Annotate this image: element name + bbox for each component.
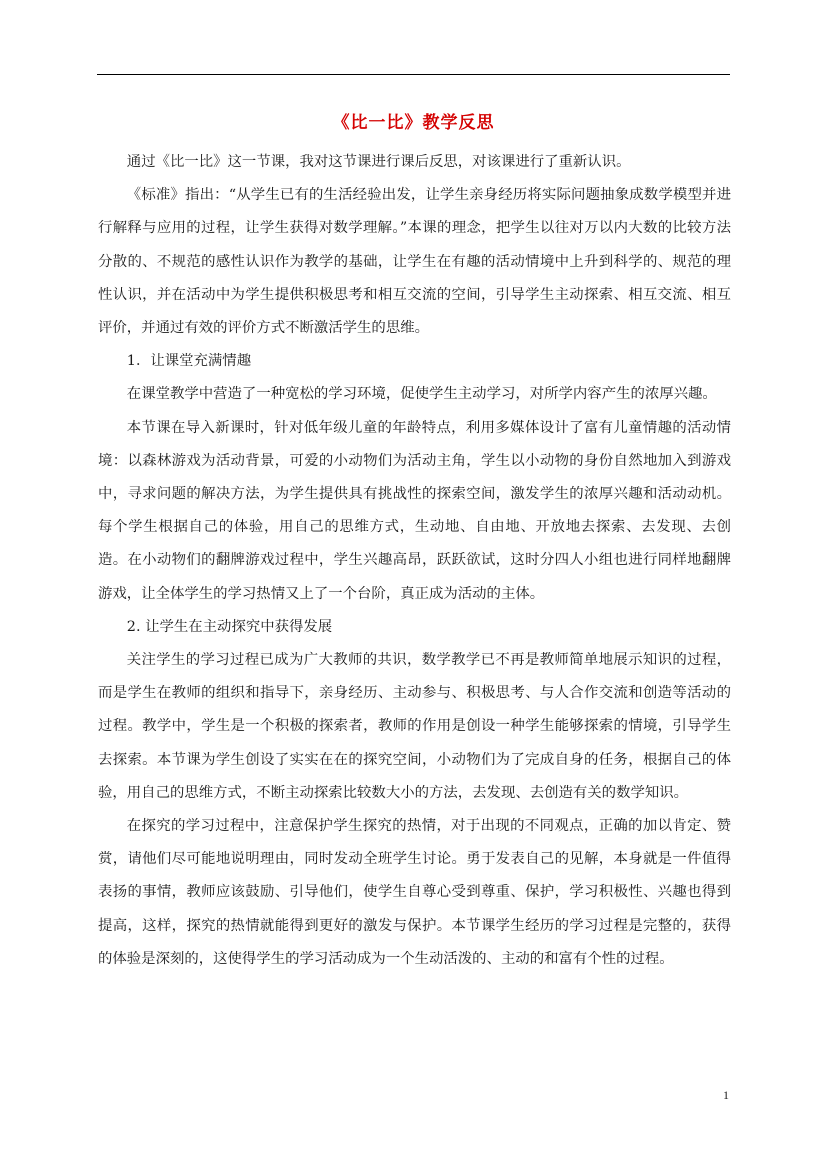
paragraph-intro-game: 本节课在导入新课时，针对低年级儿童的年龄特点，利用多媒体设计了富有儿童情趣的活动情境：以森林游戏为活动背景，可爱的小动物们为活动主角，学生以小动物的身份自然地加入到游戏中，寻求问题的解决方法，为学生提供具有挑战性的探索空间，激发学生的浓厚兴趣和活动动机。每个学生根据自己的体验，用自己的思维方式，生动地、自由地、开放地去探索、去发现、去创造。在小动物们的翻牌游戏过程中，学生兴趣高昂，跃跃欲试，这时分四人小组也进行同样地翻牌游戏，让全体学生的学习热情又上了一个台阶，真正成为活动的主体。: [98, 419, 731, 602]
section-heading-1: 1．让课堂充满情趣: [126, 353, 252, 370]
paragraph-intro: 通过《比一比》这一节课，我对这节课进行课后反思，对该课进行了重新认识。: [126, 154, 631, 170]
paragraph-environment: 在课堂教学中营造了一种宽松的学习环境，促使学生主动学习，对所学内容产生的浓厚兴趣。: [126, 386, 717, 403]
section-heading-2: 2. 让学生在主动探究中获得发展: [126, 618, 333, 635]
header-rule: [97, 74, 730, 75]
document-body: [98, 146, 731, 976]
page-number: 1: [723, 1088, 729, 1102]
paragraph-exploration: 在探究的学习过程中，注意保护学生探究的热情，对于出现的不同观点，正确的加以肯定、赞赏，请他们尽可能地说明理由，同时发动全班学生讨论。勇于发表自己的见解，本身就是一件值得表扬的事情，教师应该鼓励、引导他们，使学生自尊心受到尊重、保护，学习积极性、兴趣也得到提高，这样，探究的热情就能得到更好的激发与保护。本节课学生经历的学习过程是完整的，获得的体验是深刻的，这使得学生的学习活动成为一个生动活泼的、主动的和富有个性的过程。: [98, 818, 731, 967]
document-title: 《比一比》教学反思: [332, 113, 495, 133]
paragraph-learning-process: 关注学生的学习过程已成为广大教师的共识，数学教学已不再是教师简单地展示知识的过程，而是学生在教师的组织和指导下，亲身经历、主动参与、积极思考、与人合作交流和创造等活动的过程。教学中，学生是一个积极的探索者，教师的作用是创设一种学生能够探索的情境，引导学生去探索。本节课为学生创设了实实在在的探究空间，小动物们为了完成自身的任务，根据自己的体验，用自己的思维方式，不断主动探索比较数大小的方法，去发现、去创造有关的数学知识。: [98, 652, 731, 801]
paragraph-standard-quote: 《标准》指出：“从学生已有的生活经验出发，让学生亲身经历将实际问题抽象成数学模型并进行解释与应用的过程，让学生获得对数学理解。”本课的理念，把学生以往对万以内大数的比较方法分散的、不规范的感性认识作为教学的基础，让学生在有趣的活动情境中上升到科学的、规范的理性认识，并在活动中为学生提供积极思考和相互交流的空间，引导学生主动探索、相互交流、相互评价，并通过有效的评价方式不断激活学生的思维。: [98, 187, 731, 337]
